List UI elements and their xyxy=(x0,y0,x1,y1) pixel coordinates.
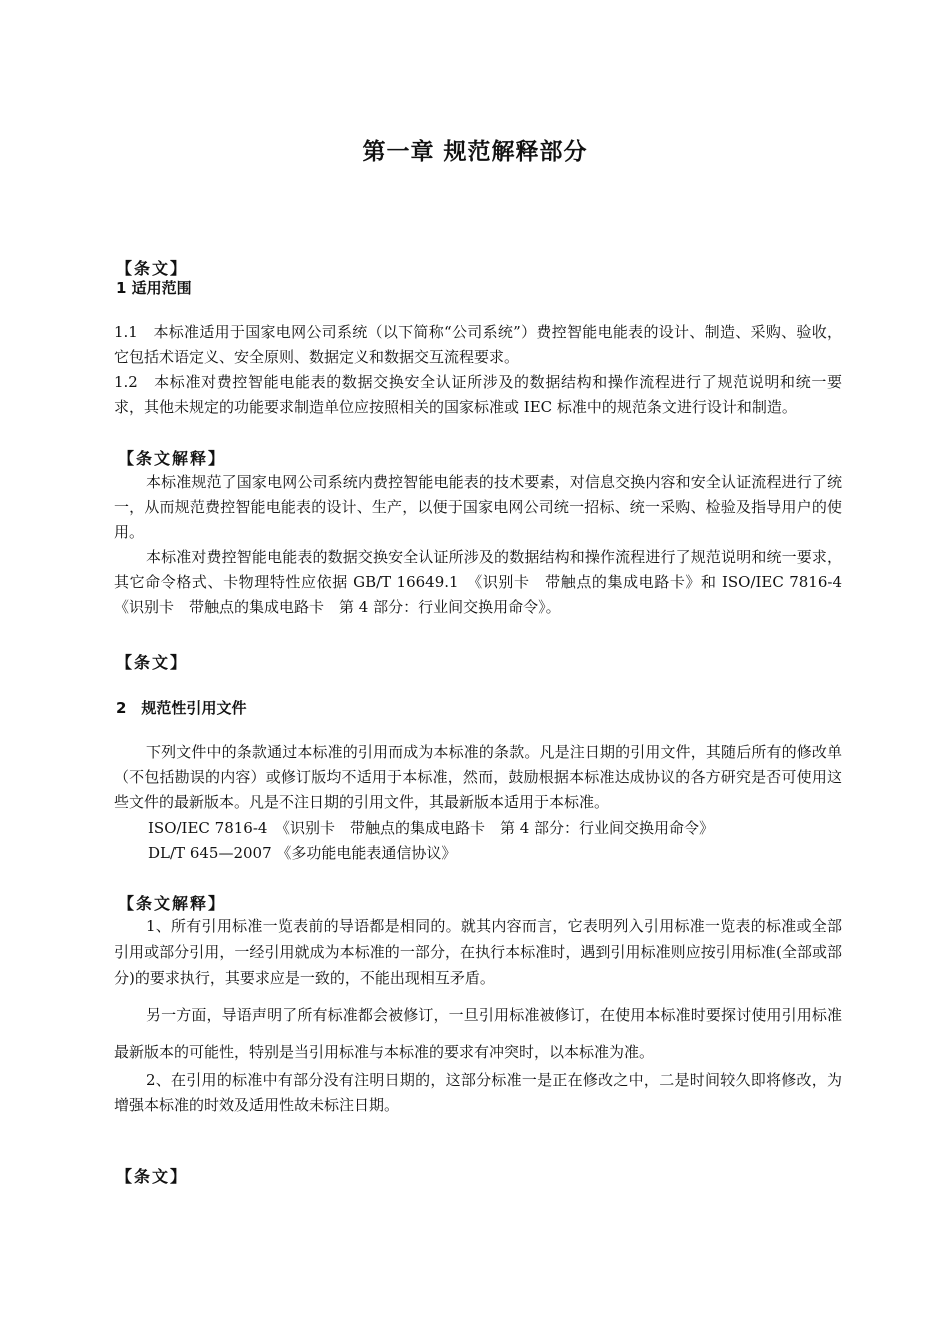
explanation-label: 【条文解释】 xyxy=(118,894,227,913)
article-label: 【条文】 xyxy=(116,653,189,672)
explanation-paragraph: 本标准对费控智能电能表的数据交换安全认证所涉及的数据结构和操作流程进行了规范说明和统一要求，其它命令格式、卡物理特性应依据 GB/T 16649.1 《识别卡 带触点的集成电路卡》和 ISO/IEC 7816-4 《识别卡 带触点的集成电路卡 第 4 部分：行业间交换用命令》。 xyxy=(114,548,858,616)
explanation-paragraph: 1、所有引用标准一览表前的导语都是相同的。就其内容而言，它表明列入引用标准一览表的标准或全部引用或部分引用，一经引用就成为本标准的一部分，在执行本标准时，遇到引用标准则应按引用标准(全部或部分)的要求执行，其要求应是一致的，不能出现相互矛盾。 xyxy=(114,917,842,987)
explanation-paragraph: 另一方面，导语声明了所有标准都会被修订，一旦引用标准被修订，在使用本标准时要探讨使用引用标准最新版本的可能性，特别是当引用标准与本标准的要求有冲突时，以本标准为准。 xyxy=(114,1006,842,1061)
explanation-paragraph: 本标准规范了国家电网公司系统内费控智能电能表的技术要素，对信息交换内容和安全认证流程进行了统一，从而规范费控智能电能表的设计、生产，以便于国家电网公司统一招标、统一采购、检验及指导用户的使用。 xyxy=(114,473,842,541)
clause-1-1: 1.1 本标准适用于国家电网公司系统（以下简称“公司系统”）费控智能电能表的设计、制造、采购、验收，它包括术语定义、安全原则、数据定义和数据交互流程要求。 xyxy=(114,323,842,366)
references-intro: 下列文件中的条款通过本标准的引用而成为本标准的条款。凡是注日期的引用文件，其随后所有的修改单（不包括勘误的内容）或修订版均不适用于本标准，然而，鼓励根据本标准达成协议的各方研究是否可使用这些文件的最新版本。凡是不注日期的引用文件，其最新版本适用于本标准。 xyxy=(114,743,842,811)
clause-1-2: 1.2 本标准对费控智能电能表的数据交换安全认证所涉及的数据结构和操作流程进行了规范说明和统一要求，其他未规定的功能要求制造单位应按照相关的国家标准或 IEC 标准中的规范条文进行设计和制造。 xyxy=(114,373,842,416)
article-label: 【条文】 xyxy=(116,1167,189,1186)
section-heading-scope: 1 适用范围 xyxy=(116,279,192,297)
chapter-title: 第一章 规范解释部分 xyxy=(362,139,588,165)
article-label: 【条文】 xyxy=(116,259,189,278)
section-heading-references: 2 规范性引用文件 xyxy=(116,699,247,717)
reference-item: DL/T 645—2007 《多功能电能表通信协议》 xyxy=(148,844,457,862)
explanation-paragraph: 2、在引用的标准中有部分没有注明日期的，这部分标准一是正在修改之中，二是时间较久即将修改，为增强本标准的时效及适用性故未标注日期。 xyxy=(114,1071,842,1114)
reference-item: ISO/IEC 7816-4 《识别卡 带触点的集成电路卡 第 4 部分：行业间交换用命令》 xyxy=(148,819,715,837)
explanation-label: 【条文解释】 xyxy=(118,449,227,468)
